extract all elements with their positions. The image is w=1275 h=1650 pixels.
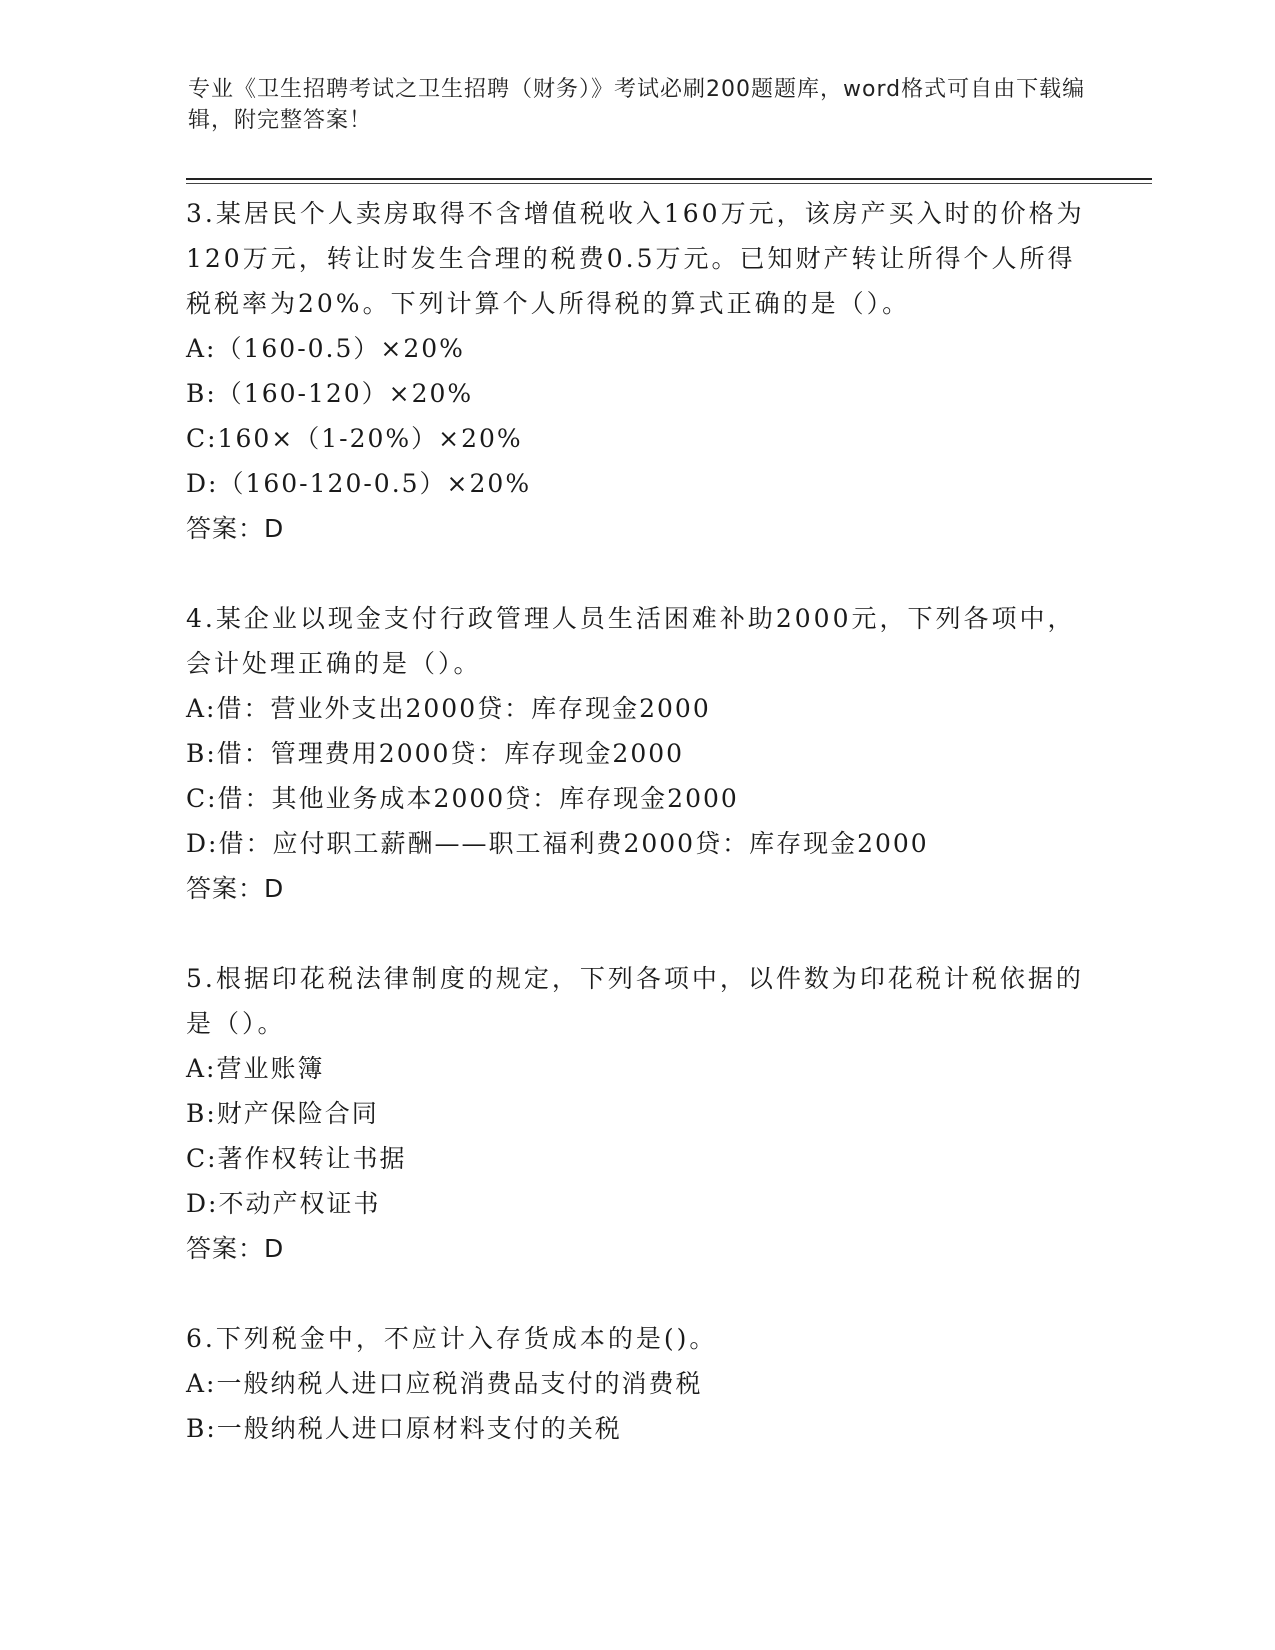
- option-a: A:一般纳税人进口应税消费品支付的消费税: [186, 1369, 703, 1398]
- question-6: [186, 1316, 1086, 1451]
- question-stem: 3.某居民个人卖房取得不含增值税收入160万元，该房产买入时的价格为120万元，转让时发生合理的税费0.5万元。已知财产转让所得个人所得税税率为20%。下列计算个人所得税的算式正确的是（）。: [186, 199, 1085, 318]
- option-c: C:借：其他业务成本2000贷：库存现金2000: [186, 784, 739, 813]
- answer-line: 答案：D: [186, 874, 285, 903]
- question-stem: 4.某企业以现金支付行政管理人员生活困难补助2000元，下列各项中，会计处理正确的是（）。: [186, 604, 1076, 678]
- header-rule-secondary: [186, 183, 1152, 184]
- question-5: [186, 956, 1086, 1271]
- option-b: B:（160-120）×20%: [186, 379, 474, 408]
- question-stem: 5.根据印花税法律制度的规定，下列各项中，以件数为印花税计税依据的是（）。: [186, 964, 1084, 1038]
- header-rule: [186, 178, 1152, 180]
- option-c: C:著作权转让书据: [186, 1144, 407, 1173]
- question-list: [186, 191, 1086, 1496]
- option-d: D:借：应付职工薪酬——职工福利费2000贷：库存现金2000: [186, 829, 929, 858]
- document-header: 专业《卫生招聘考试之卫生招聘（财务）》考试必刷200题题库，word格式可自由下载编辑，附完整答案！: [188, 77, 1086, 133]
- question-stem: 6.下列税金中，不应计入存货成本的是()。: [186, 1324, 718, 1353]
- option-b: B:借：管理费用2000贷：库存现金2000: [186, 739, 685, 768]
- option-b: B:一般纳税人进口原材料支付的关税: [186, 1414, 622, 1443]
- option-a: A:借：营业外支出2000贷：库存现金2000: [186, 694, 711, 723]
- option-a: A:营业账簿: [186, 1054, 325, 1083]
- option-a: A:（160-0.5）×20%: [186, 334, 465, 363]
- answer-line: 答案：D: [186, 514, 285, 543]
- question-4: [186, 596, 1086, 911]
- option-d: D:不动产权证书: [186, 1189, 381, 1218]
- option-c: C:160×（1-20%）×20%: [186, 424, 523, 453]
- option-b: B:财产保险合同: [186, 1099, 379, 1128]
- question-3: [186, 191, 1086, 551]
- answer-line: 答案：D: [186, 1234, 285, 1263]
- option-d: D:（160-120-0.5）×20%: [186, 469, 532, 498]
